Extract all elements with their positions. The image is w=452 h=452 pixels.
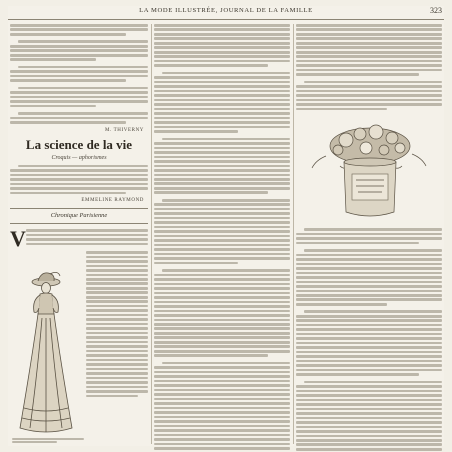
column-2-text [154, 24, 290, 452]
flower-jar-icon [296, 116, 442, 224]
column-3-text-bottom [296, 228, 442, 452]
bouquet-figure [296, 116, 442, 228]
dropcap-paragraph [10, 226, 148, 252]
section-text-block [10, 165, 148, 196]
chronicle-heading: Chronique Parisienne [50, 212, 108, 220]
section-subtitle: Croquis — aphorismes [51, 154, 107, 161]
chronicle-banner [10, 208, 148, 224]
dropcap-letter: V [10, 226, 26, 252]
author-signature: M. THIVERNY [104, 127, 144, 133]
figure-caption [12, 438, 84, 442]
running-title: LA MODE ILLUSTRÉE, JOURNAL DE LA FAMILLE [139, 7, 313, 14]
woman-in-long-dress-icon [10, 268, 82, 440]
column-divider [151, 24, 152, 444]
running-head [8, 6, 444, 20]
wrap-text-block [86, 251, 148, 399]
column-divider [293, 24, 294, 444]
section-author: EMMELINE RAYMOND [81, 198, 144, 204]
section-title: La science de la vie [25, 136, 133, 152]
newspaper-page [8, 6, 444, 446]
page-number: 323 [430, 6, 442, 15]
article-text-block [10, 24, 148, 126]
column-3 [296, 24, 442, 452]
column-2 [154, 24, 290, 452]
column-3-text-top [296, 24, 442, 112]
